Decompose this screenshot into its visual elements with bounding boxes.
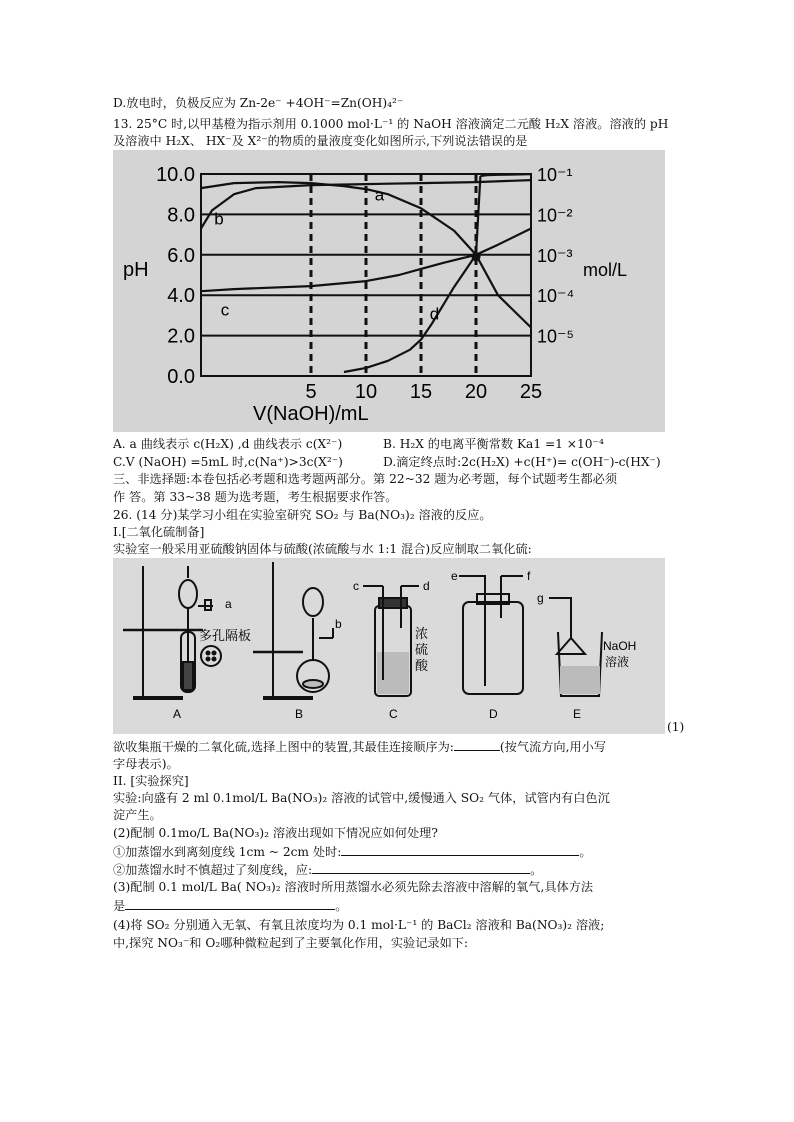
answer-blank-2[interactable]	[341, 843, 579, 856]
question-13-line-2: 及溶液中 H₂X、 HX⁻及 X²⁻的物质的量液度变化如图所示,下列说法错误的是	[113, 134, 528, 148]
question-1-text: 欲收集瓶干燥的二氧化硫,选择上图中的装置,其最佳连接顺序为:	[113, 740, 454, 754]
option-b: B. H₂X 的电离平衡常数 Ka1 =1 ×10⁻⁴	[383, 437, 604, 451]
label-acid-3: 酸	[415, 658, 429, 673]
titration-chart	[113, 150, 665, 432]
question-1-number: (1)	[667, 720, 685, 734]
label-port-a: a	[225, 597, 232, 611]
label-plate: 多孔隔板	[199, 628, 252, 643]
question-2-item-1	[113, 843, 592, 861]
label-port-c: c	[353, 579, 359, 593]
label-apparatus-e: E	[573, 707, 582, 721]
x-tick-label: 5	[305, 381, 317, 403]
question-3-line-2	[113, 897, 347, 915]
period-3: 。	[335, 899, 348, 913]
label-naoh-1: NaOH	[603, 639, 637, 653]
period-1: 。	[579, 845, 592, 859]
part-1-heading: I.[二氧化硫制备]	[113, 525, 205, 539]
chart-background	[113, 150, 665, 432]
question-3-line-2-text: 是	[113, 899, 126, 913]
x-tick-label: 10	[354, 381, 378, 403]
label-port-f: f	[527, 569, 531, 583]
y-left-tick-label: 2.0	[167, 325, 195, 348]
question-26-title: 26. (14 分)某学习小组在实验室研究 SO₂ 与 Ba(NO₃)₂ 溶液的反应。	[113, 508, 492, 522]
y-axis-label-left: pH	[123, 259, 149, 281]
experiment-line-2: 淀产生。	[113, 808, 162, 822]
y-right-tick-label: 10⁻³	[537, 245, 573, 266]
question-4-line-1: (4)将 SO₂ 分别通入无氧、有氧且浓度均为 0.1 mol·L⁻¹ 的 BaCl₂ 溶液和 Ba(NO₃)₂ 溶液;	[113, 918, 605, 932]
answer-blank-3[interactable]	[312, 861, 530, 874]
y-left-tick-label: 4.0	[167, 285, 195, 308]
question-4-line-2: 中,探究 NO₃⁻和 O₂哪种微粒起到了主要氧化作用，实验记录如下:	[113, 936, 469, 950]
option-d: D.滴定终点时:2c(H₂X) +c(H⁺)= c(OH⁻)-c(HX⁻)	[383, 455, 661, 469]
y-left-tick-label: 6.0	[167, 244, 195, 267]
apparatus-figure	[113, 558, 665, 734]
y-left-tick-label: 8.0	[167, 204, 195, 227]
y-right-tick-label: 10⁻⁵	[537, 326, 574, 347]
x-tick-label: 25	[519, 381, 543, 403]
text-line-1: D.放电时，负极反应为 Zn-2e⁻ +4OH⁻=Zn(OH)₄²⁻	[113, 96, 404, 110]
label-apparatus-b: B	[295, 707, 304, 721]
label-port-d: d	[423, 579, 430, 593]
question-1-line-2: 字母表示)。	[113, 757, 179, 771]
section-3-line-1: 三、非选择题:本卷包括必考题和选考题两部分。第 22~32 题为必考题，每个试题考生都必须	[113, 472, 618, 486]
curve-label-a: a	[374, 185, 385, 205]
curve-label-c: c	[220, 300, 230, 320]
curve-label-d: d	[429, 304, 440, 324]
question-2-item-2	[113, 861, 542, 879]
label-port-b: b	[335, 617, 342, 631]
period-2: 。	[530, 863, 543, 877]
option-c: C.V (NaOH) =5mL 时,c(Na⁺)>3c(X²⁻)	[113, 455, 343, 469]
part-2-heading: II. [实验探究]	[113, 774, 189, 788]
label-port-g: g	[537, 591, 544, 605]
label-apparatus-a: A	[173, 707, 182, 721]
answer-blank-1[interactable]	[454, 738, 500, 751]
y-axis-label-right: mol/L	[583, 260, 628, 280]
answer-blank-4[interactable]	[125, 897, 335, 910]
intersection-point	[472, 252, 481, 261]
label-apparatus-c: C	[389, 707, 398, 721]
question-2-item-2-text: ②加蒸馏水时不慎超过了刻度线，应:	[113, 863, 313, 877]
label-naoh-2: 溶液	[605, 655, 630, 669]
label-port-e: e	[451, 569, 458, 583]
y-left-tick-label: 10.0	[156, 164, 195, 186]
label-apparatus-d: D	[489, 707, 498, 721]
question-1-line-1	[113, 738, 606, 756]
x-tick-label: 20	[464, 381, 488, 403]
y-right-tick-label: 10⁻¹	[537, 165, 573, 185]
label-acid-2: 硫	[415, 642, 429, 657]
y-left-tick-label: 0.0	[167, 366, 195, 388]
experiment-line-1: 实验:向盛有 2 ml 0.1mol/L Ba(NO₃)₂ 溶液的试管中,缓慢通入 SO₂ 气体，试管内有白色沉	[113, 791, 610, 805]
x-axis-label: V(NaOH)/mL	[253, 403, 369, 425]
y-right-tick-label: 10⁻²	[537, 205, 573, 226]
question-1-hint: (按气流方向,用小写	[499, 740, 607, 754]
question-2-title: (2)配制 0.1mo/L Ba(NO₃)₂ 溶液出现如下情况应如何处理?	[113, 826, 438, 840]
question-2-item-1-text: ①加蒸馏水到离刻度线 1cm ~ 2cm 处时:	[113, 845, 342, 859]
question-3-line-1: (3)配制 0.1 mol/L Ba( NO₃)₂ 溶液时所用蒸馏水必须先除去溶液中溶解的氧气,具体方法	[113, 880, 594, 894]
question-13-line-1: 13. 25°C 时,以甲基橙为指示剂用 0.1000 mol·L⁻¹ 的 NaOH 溶液滴定二元酸 H₂X 溶液。溶液的 pH	[113, 117, 669, 131]
part-1-intro: 实验室一般采用亚硫酸钠固体与硫酸(浓硫酸与水 1:1 混合)反应制取二氧化硫:	[113, 542, 532, 556]
option-a: A. a 曲线表示 c(H₂X) ,d 曲线表示 c(X²⁻)	[113, 437, 343, 451]
curve-label-b: b	[214, 209, 224, 229]
y-right-tick-label: 10⁻⁴	[537, 286, 575, 307]
label-acid-1: 浓	[415, 626, 429, 641]
section-3-line-2: 作 答。第 33~38 题为选考题，考生根据要求作答。	[113, 490, 398, 504]
x-tick-label: 15	[409, 381, 433, 403]
